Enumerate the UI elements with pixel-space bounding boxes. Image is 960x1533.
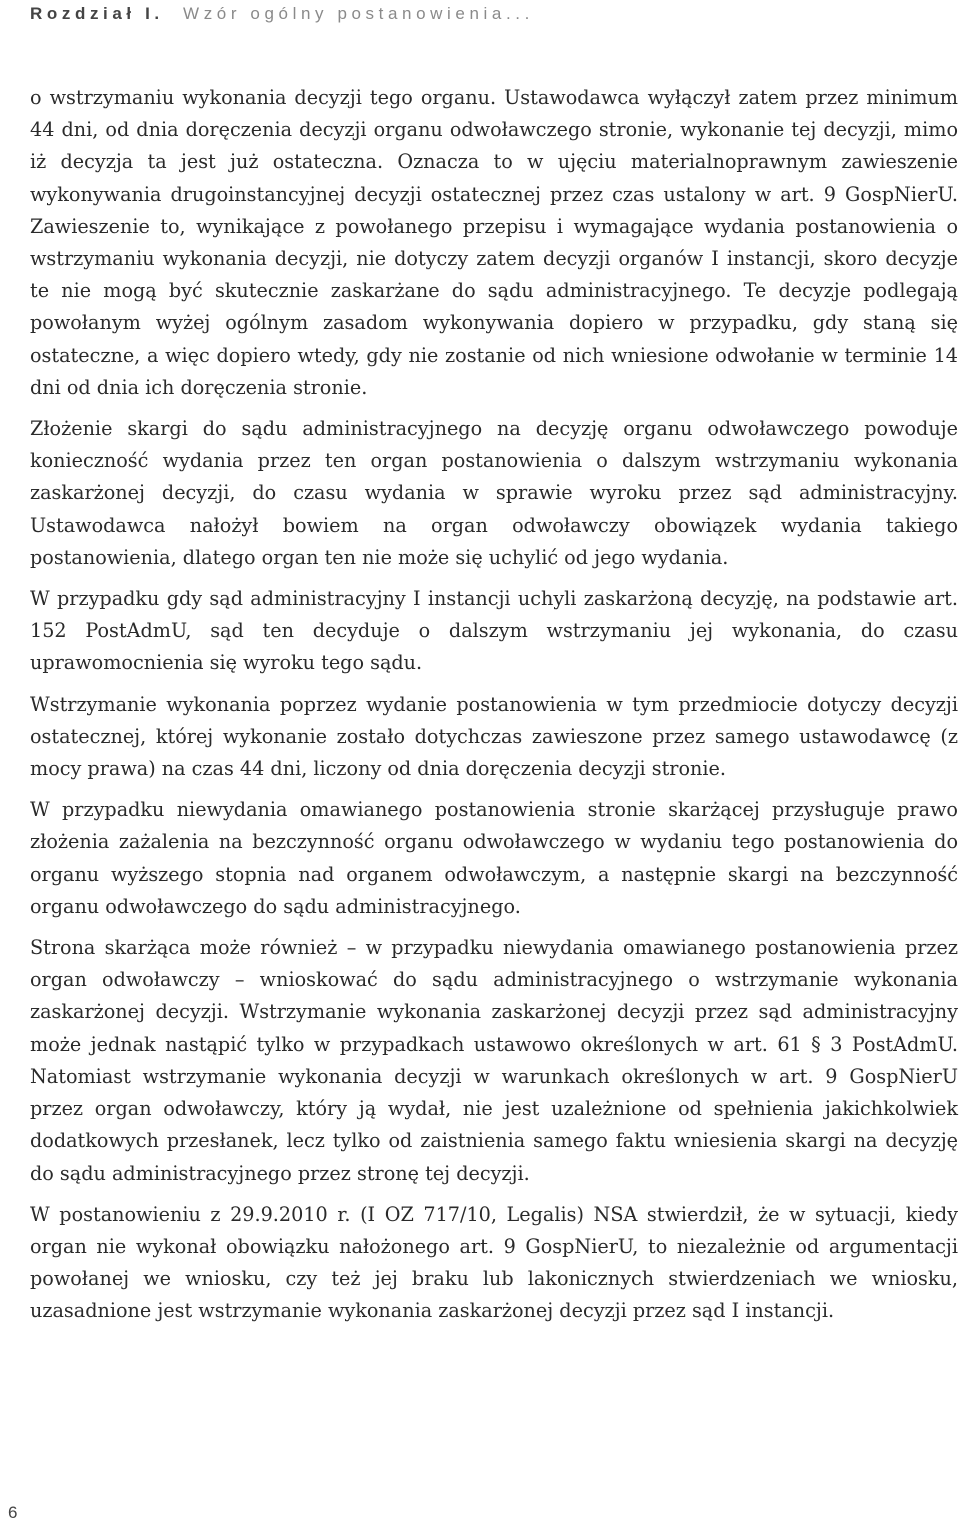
paragraph-4: Wstrzymanie wykonania poprzez wydanie postanowienia w tym przedmiocie dotyczy decyzji ostatecznej, której wykonanie zostało dotychczas zawieszone przez samego ustawodawcę (z mocy prawa) na czas 44 dni, liczony od dnia doręczenia decyzji stronie. <box>30 692 958 781</box>
paragraph-3: W przypadku gdy sąd administracyjny I instancji uchyli zaskarżoną decyzję, na podstawie art. 152 PostAdmU, sąd ten decyduje o dalszym wstrzymaniu jej wykonania, do czasu uprawomocnienia się wyroku tego sądu. <box>30 587 958 675</box>
paragraph-6: Strona skarżąca może również – w przypadku niewydania omawianego postanowienia przez organ odwoławczy – wnioskować do sądu administracyjnego o wstrzymanie wykonania zaskarżonej decyzji. Wstrzymanie wykonania zaskarżonej decyzji przez sąd administracyjny może jednak nastąpić tylko w przypadkach ustawowo określonych w art. 61 § 3 PostAdmU. Natomiast wstrzymanie wykonania decyzji w warunkach określonych w art. 9 GospNierU przez organ odwoławczy, który ją wydał, nie jest uzależnione od spełnienia jakichkolwiek dodatkowych przesłanek, lecz tylko od zaistnienia samego faktu wniesienia skargi na decyzję do sądu administracyjnego przez stronę tej decyzji. <box>30 936 958 1185</box>
page-number: 6 <box>8 1503 18 1522</box>
chapter-title: Wzór ogólny postanowienia... <box>183 4 534 23</box>
chapter-label: Rozdział I. <box>30 4 164 23</box>
paragraph-7: W postanowieniu z 29.9.2010 r. (I OZ 717/10, Legalis) NSA stwierdził, że w sytuacji, kiedy organ nie wykonał obowiązku nałożonego art. 9 GospNierU, to niezależnie od argumentacji powołanej we wniosku, czy też jej braku lub lakonicznych stwierdzeniach we wniosku, uzasadnione jest wstrzymanie wykonania zaskarżonej decyzji przez sąd I instancji. <box>30 1202 958 1323</box>
running-header <box>30 4 534 24</box>
body-text <box>30 82 958 1337</box>
paragraph-2: Złożenie skargi do sądu administracyjnego na decyzję organu odwoławczego powoduje konieczność wydania przez ten organ postanowienia o dalszym wstrzymaniu wykonania zaskarżonej decyzji, do czasu wydania w sprawie wyroku przez sąd administracyjny. Ustawodawca nałożył bowiem na organ odwoławczy obowiązek wydania takiego postanowienia, dlatego organ ten nie może się uchylić od jego wydania. <box>30 417 958 569</box>
paragraph-1: o wstrzymaniu wykonania decyzji tego organu. Ustawodawca wyłączył zatem przez minimum 44 dni, od dnia doręczenia decyzji organu odwoławczego stronie, wykonanie tej decyzji, mimo iż decyzja ta jest już ostateczna. Oznacza to w ujęciu materialnoprawnym zawieszenie wykonywania drugoinstancyjnej decyzji ostatecznej przez czas ustalony w art. 9 GospNierU. Zawieszenie to, wynikające z powołanego przepisu i wymagające wydania postanowienia o wstrzymaniu wykonania decyzji, nie dotyczy zatem decyzji organów I instancji, skoro decyzje te nie mogą być skutecznie zaskarżane do sądu administracyjnego. Te decyzje podlegają powołanym wyżej ogólnym zasadom wykonywania dopiero w przypadku, gdy staną się ostateczne, a więc dopiero wtedy, gdy nie zostanie od nich wniesione odwołanie w terminie 14 dni od dnia ich doręczenia stronie. <box>30 86 958 399</box>
paragraph-5: W przypadku niewydania omawianego postanowienia stronie skarżącej przysługuje prawo złożenia zażalenia na bezczynność organu odwoławczego w wydaniu tego postanowienia do organu wyższego stopnia nad organem odwoławczym, a następnie skargi na bezczynność organu odwoławczego do sądu administracyjnego. <box>30 798 958 918</box>
